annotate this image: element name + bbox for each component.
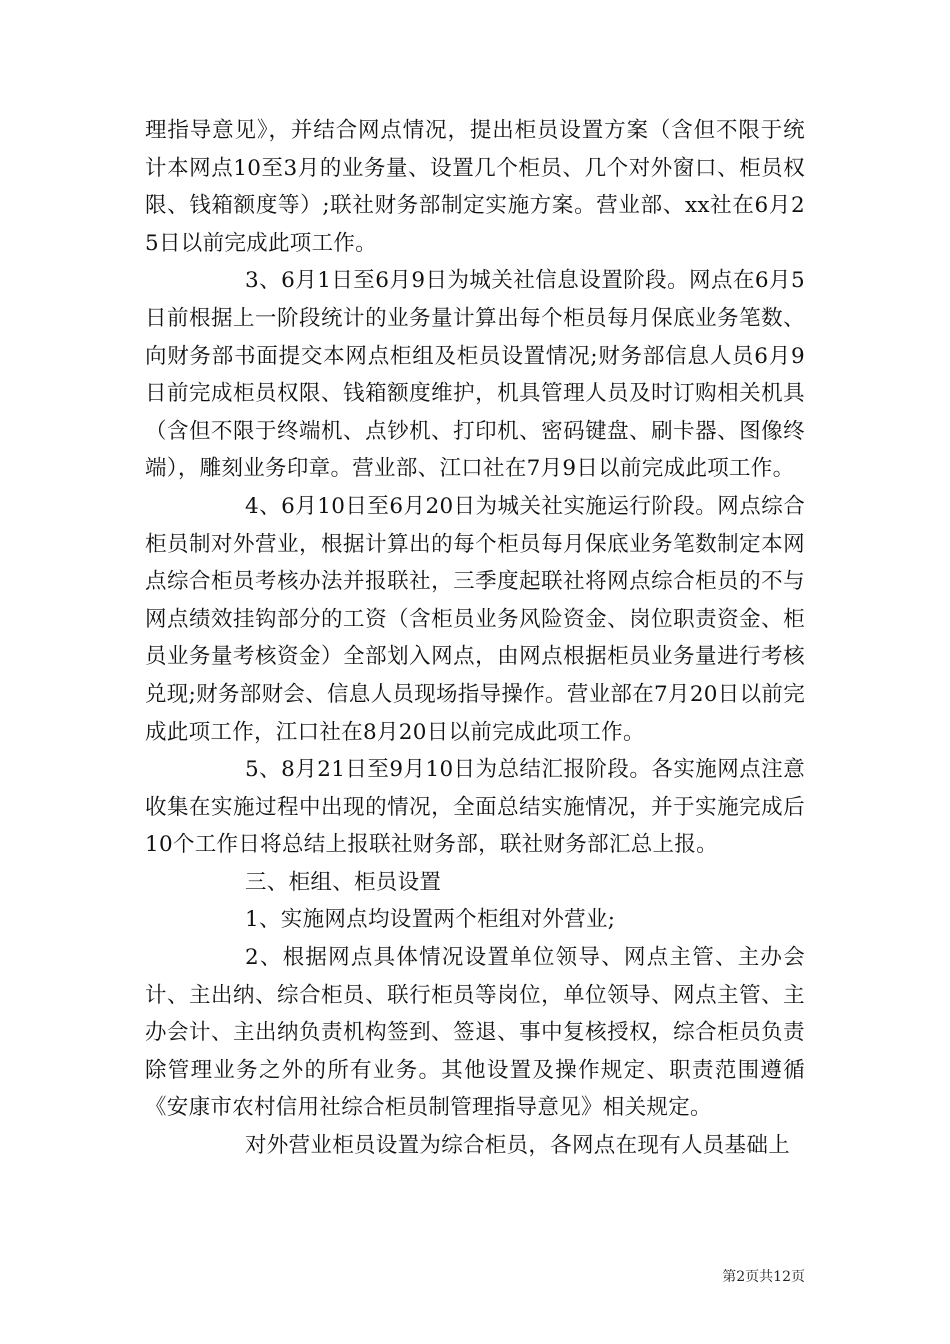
paragraph-item-3: 3、6月1日至6月9日为城关社信息设置阶段。网点在6月5日前根据上一阶段统计的业务量计算出每个柜员每月保底业务笔数、向财务部书面提交本网点柜组及柜员设置情况;财务部信息人员6月9日前完成柜员权限、钱箱额度维护，机具管理人员及时订购相关机具（含但不限于终端机、点钞机、打印机、密码键盘、刷卡器、图像终端），雕刻业务印章。营业部、江口社在7月9日以前完成此项工作。 <box>145 268 805 482</box>
paragraph-item-5: 5、8月21日至9月10日为总结汇报阶段。各实施网点注意收集在实施过程中出现的情况，全面总结实施情况，并于实施完成后10个工作日将总结上报联社财务部，联社财务部汇总上报。 <box>145 757 805 858</box>
section-heading-3: 三、柜组、柜员设置 <box>245 869 442 895</box>
paragraph-sub-1: 1、实施网点均设置两个柜组对外营业; <box>245 907 616 933</box>
paragraph-counter-staff: 对外营业柜员设置为综合柜员，各网点在现有人员基础上 <box>245 1133 791 1159</box>
page-number-footer: 第2页共12页 <box>722 1269 805 1285</box>
document-body <box>145 112 805 1165</box>
paragraph-continuation: 理指导意见》，并结合网点情况，提出柜员设置方案（含但不限于统计本网点10至3月的业务量、设置几个柜员、几个对外窗口、柜员权限、钱箱额度等）;联社财务部制定实施方案。营业部、xx社在6月25日以前完成此项工作。 <box>145 118 805 256</box>
paragraph-sub-2: 2、根据网点具体情况设置单位领导、网点主管、主办会计、主出纳、综合柜员、联行柜员等岗位，单位领导、网点主管、主办会计、主出纳负责机构签到、签退、事中复核授权，综合柜员负责除管理业务之外的所有业务。其他设置及操作规定、职责范围遵循《安康市农村信用社综合柜员制管理指导意见》相关规定。 <box>145 945 805 1121</box>
paragraph-item-4: 4、6月10日至6月20日为城关社实施运行阶段。网点综合柜员制对外营业，根据计算出的每个柜员每月保底业务笔数制定本网点综合柜员考核办法并报联社，三季度起联社将网点综合柜员的不与网点绩效挂钩部分的工资（含柜员业务风险资金、岗位职责资金、柜员业务量考核资金）全部划入网点，由网点根据柜员业务量进行考核兑现;财务部财会、信息人员现场指导操作。营业部在7月20日以前完成此项工作，江口社在8月20日以前完成此项工作。 <box>145 493 805 745</box>
